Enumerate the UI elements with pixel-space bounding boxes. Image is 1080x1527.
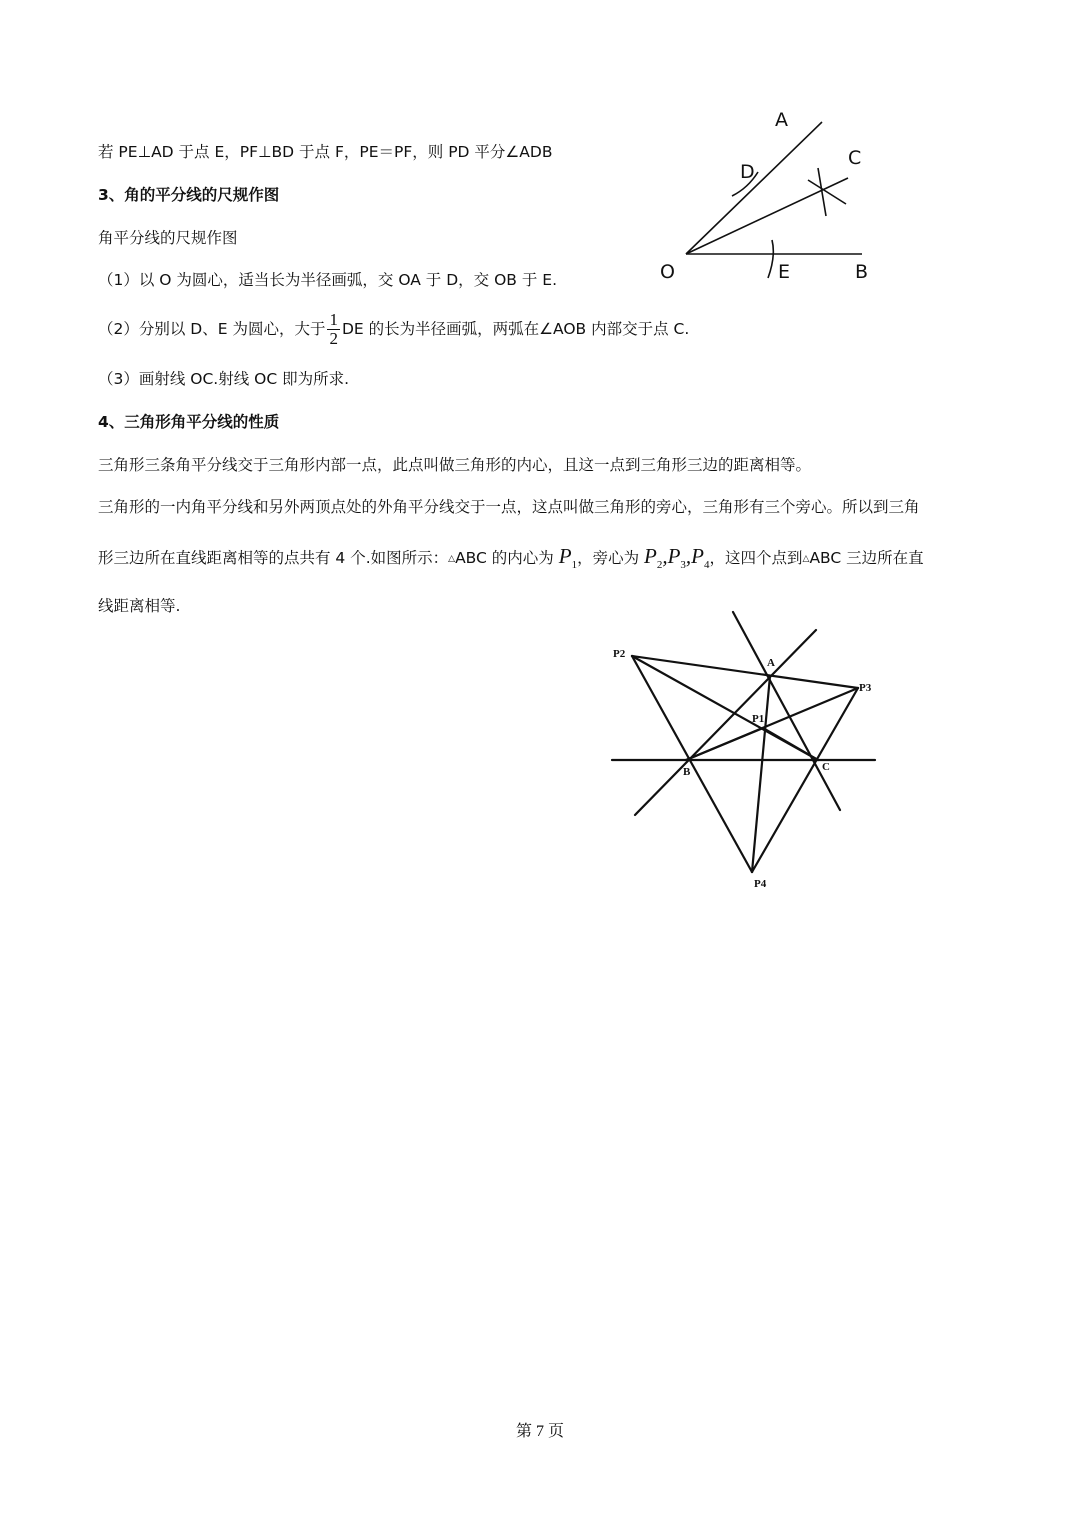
label-a: A: [775, 109, 788, 131]
step-2-suffix: DE 的长为半径画弧，两弧在∠AOB 内部交于点 C.: [341, 320, 690, 338]
theorem-line: 若 PE⊥AD 于点 E，PF⊥BD 于点 F，PE＝PF，则 PD 平分∠ADB: [98, 143, 553, 161]
label-b: B: [683, 766, 691, 778]
p3-text-d: ，这四个点到: [709, 549, 803, 567]
label-p2: P2: [613, 648, 626, 660]
ray-oa: [686, 122, 822, 254]
step-2: [98, 304, 689, 354]
p3-text-b: ABC 的内心为: [455, 549, 554, 567]
paragraph-incenter: 三角形三条角平分线交于三角形内部一点，此点叫做三角形的内心，且这一点到三角形三边的距离相等。: [98, 456, 812, 474]
heading-4: 4、三角形角平分线的性质: [98, 413, 280, 431]
fraction-numerator: 1: [329, 310, 338, 329]
line-p2-p3: [632, 656, 858, 688]
step-2-prefix: （2）分别以 D、E 为圆心，大于: [98, 320, 326, 338]
fraction-denominator: 2: [329, 329, 338, 348]
line-a-p4: [752, 676, 770, 872]
paragraph-end: 线距离相等.: [98, 597, 181, 615]
angle-bisector-figure: [650, 100, 890, 290]
p3-text-c: ，旁心为: [577, 549, 640, 567]
label-d: D: [740, 161, 755, 183]
step-3: （3）画射线 OC.射线 OC 即为所求.: [98, 370, 350, 388]
p3-text-e: ABC 三边所在直: [809, 549, 924, 567]
paragraph-excenter: 三角形的一内角平分线和另外两顶点处的外角平分线交于一点，这点叫做三角形的旁心，三角形有三个旁心。所以到三角: [98, 498, 920, 516]
arc-c-1: [808, 180, 846, 204]
page-number: 第 7 页: [515, 1423, 564, 1440]
paragraph-excenter-cont: [98, 539, 924, 582]
math-p2-p3-p4: $P_2,P_3,P_4$: [644, 544, 710, 572]
label-p3: P3: [859, 682, 872, 694]
line-b-a-extended: [635, 630, 816, 815]
paragraph-intro: 角平分线的尺规作图: [98, 229, 238, 247]
label-b: B: [855, 261, 869, 283]
line-p3-p4: [752, 688, 858, 872]
label-e: E: [778, 261, 791, 283]
line-c-a-extended: [733, 612, 840, 810]
triangle-symbol: △: [802, 554, 810, 564]
triangle-symbol: △: [448, 554, 456, 564]
label-c: C: [822, 761, 830, 773]
math-p1: $P_1$: [558, 544, 578, 572]
step-1: （1）以 O 为圆心，适当长为半径画弧，交 OA 于 D，交 OB 于 E.: [98, 271, 557, 289]
arc-e: [768, 240, 773, 278]
heading-3: 3、角的平分线的尺规作图: [98, 186, 280, 204]
label-o: O: [660, 261, 675, 283]
label-a: A: [767, 657, 775, 669]
line-b-p1: [686, 728, 763, 760]
excenter-figure: [600, 600, 890, 900]
p3-text-a: 形三边所在直线距离相等的点共有 4 个.如图所示：: [98, 549, 449, 567]
label-c: C: [848, 147, 862, 169]
label-p1: P1: [752, 713, 765, 725]
line-c-p1: [763, 728, 818, 760]
label-p4: P4: [754, 878, 767, 890]
half-fraction: [327, 311, 340, 348]
